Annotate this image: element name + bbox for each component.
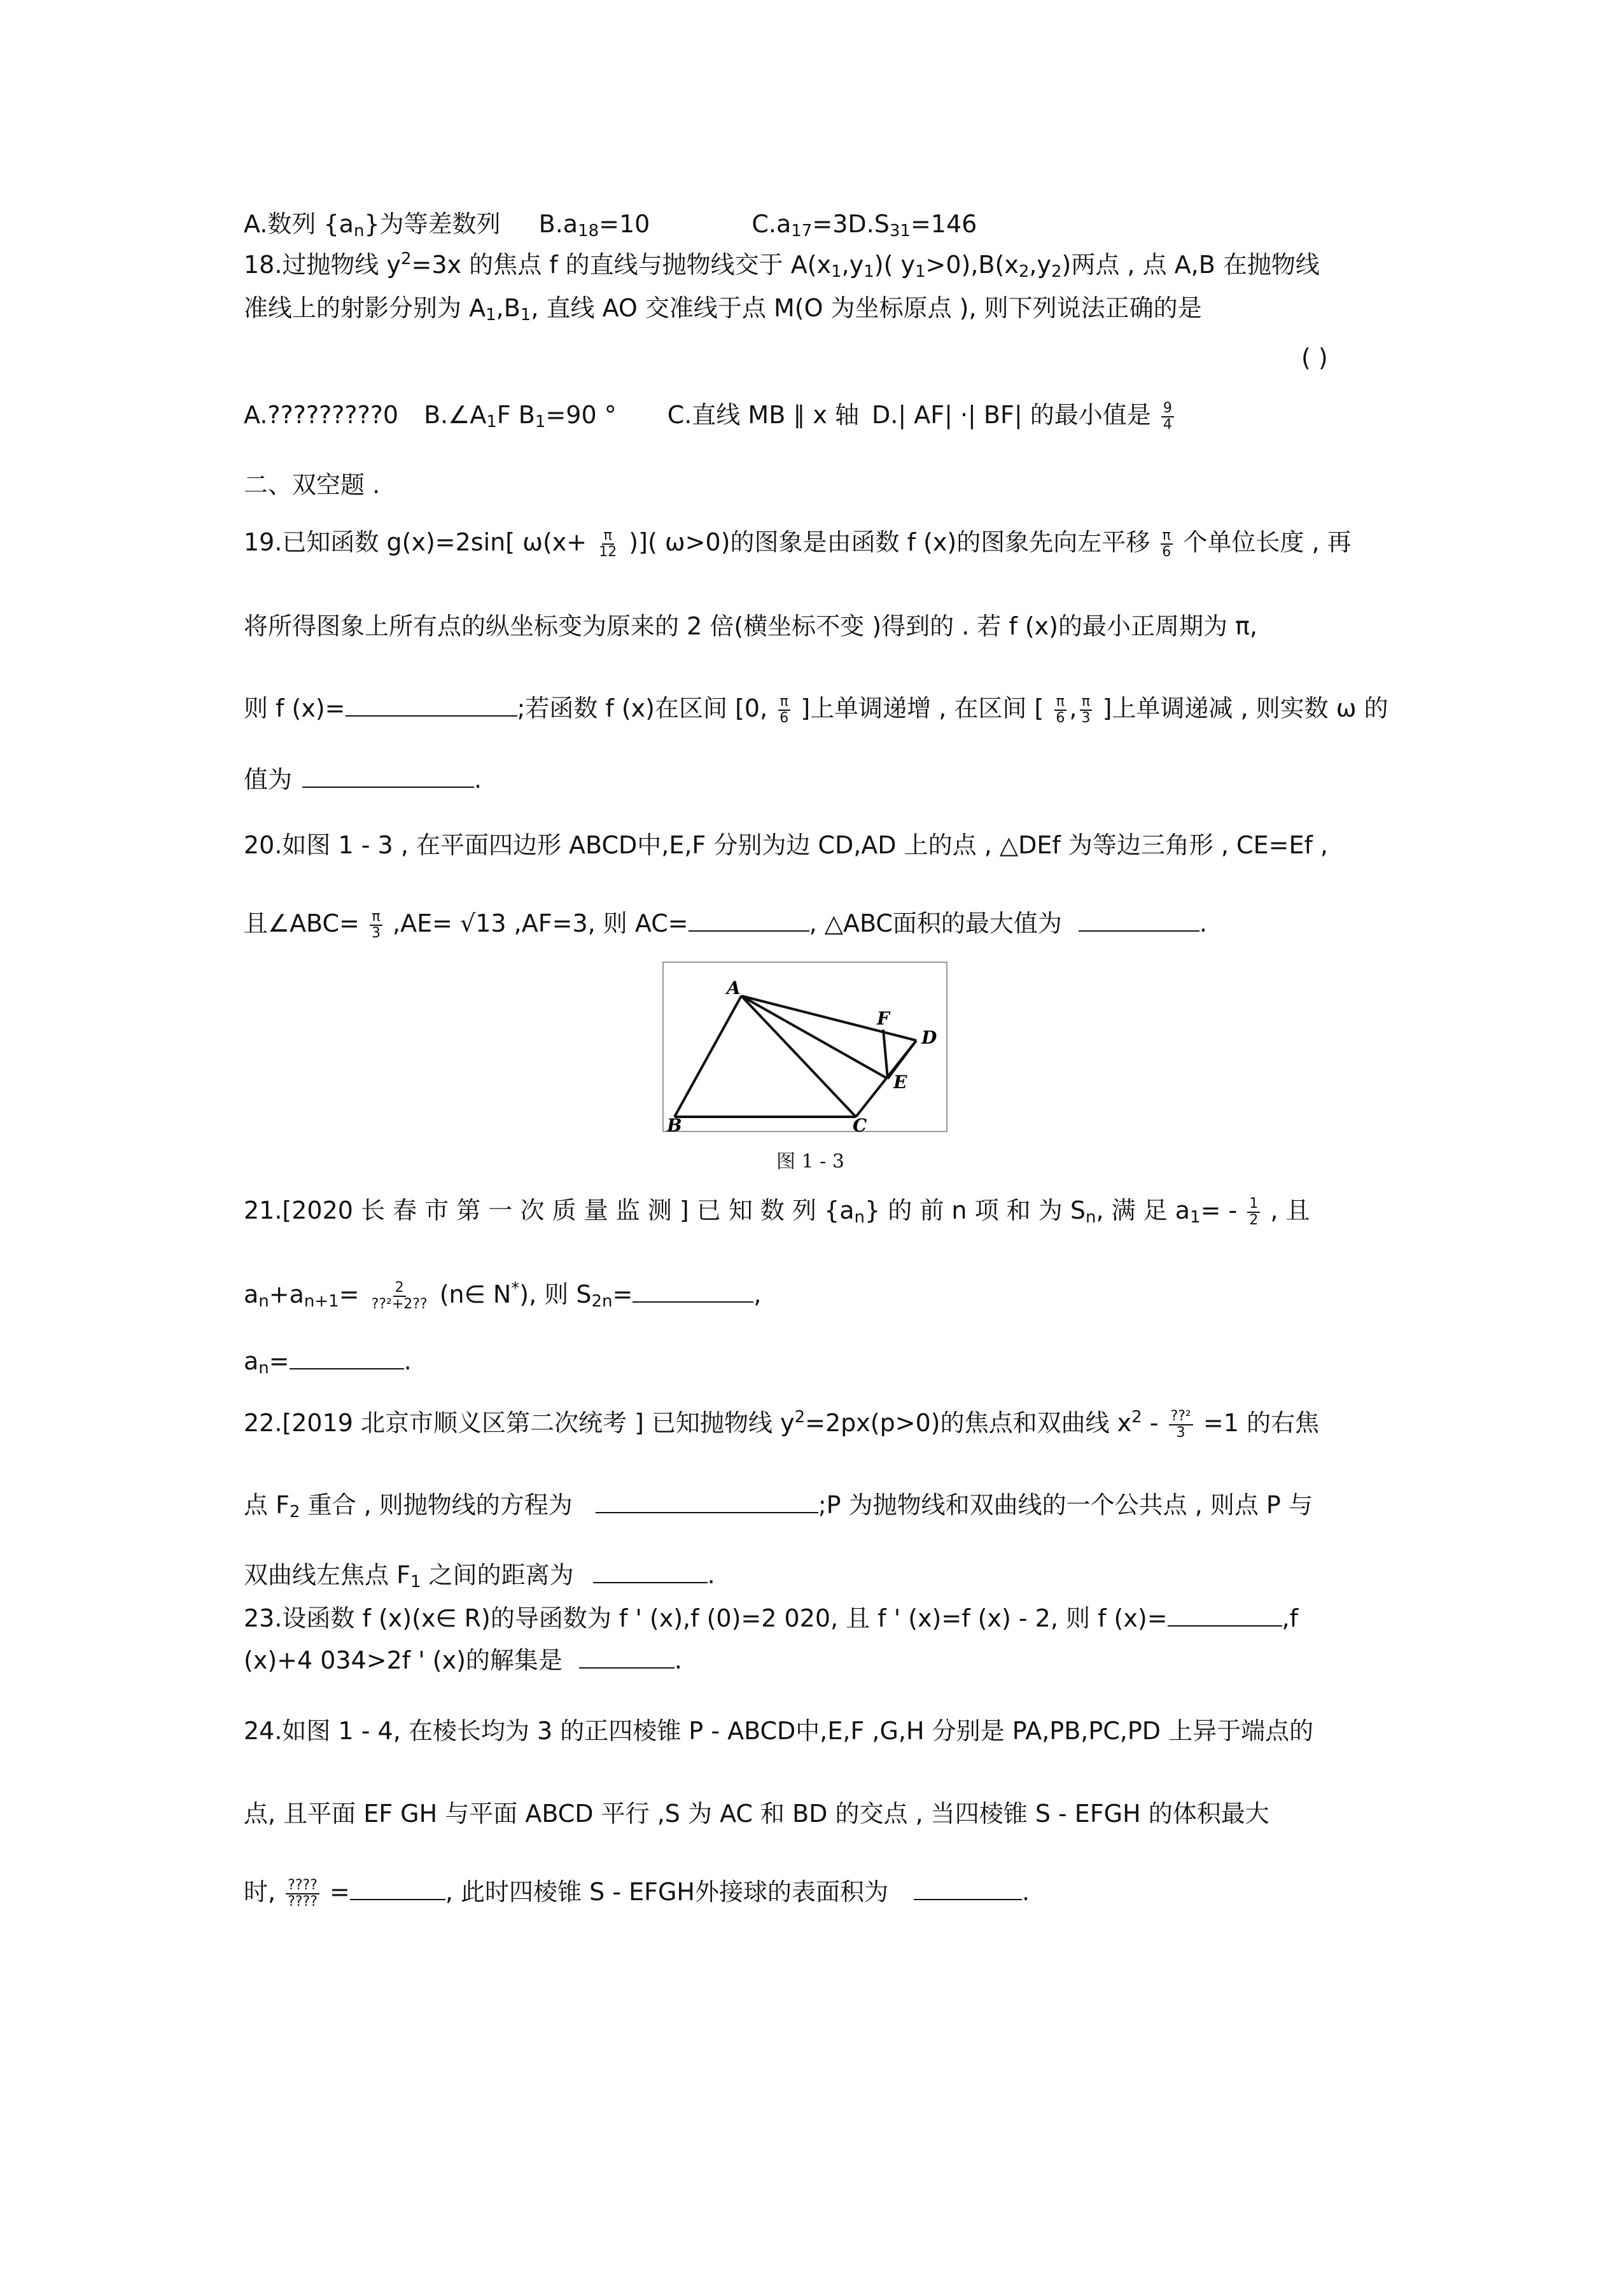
q17-options: A.数列 $\{a_n\}$为等差数列 $B.a_{18}=10$ $C.a_{17}=3D.S_{31}=146$: [244, 210, 977, 241]
answer-blank[interactable]: [689, 909, 809, 932]
label-e: E: [893, 1072, 907, 1093]
label-b: B: [667, 1115, 682, 1133]
q22-line2: 点 $F_2$ 重合 , 则抛物线的方程为 ;P 为抛物线和双曲线的一个公共点 , 则点 P 与: [244, 1491, 1313, 1522]
answer-blank[interactable]: [302, 765, 474, 788]
answer-blank[interactable]: [1079, 909, 1199, 932]
fraction-9-4: $\frac{9}{4}$: [1161, 401, 1174, 431]
figure-caption: 图 1 - 3: [776, 1151, 844, 1173]
answer-blank[interactable]: [350, 1877, 445, 1900]
q20-line2: 且∠ABC= $\frac{\pi}{3}$ ,AE= √13 ,AF=3, 则 AC= , △ABC面积的最大值为 .: [244, 909, 1207, 941]
q19-line4: 值为 .: [244, 766, 482, 794]
label-f: F: [877, 1008, 890, 1029]
q18-line2: 准线上的射影分别为 $A_1,B_1$, 直线 AO 交准线于点 M(O 为坐标原点 ), 则下列说法正确的是: [244, 294, 1202, 325]
q24-line2: 点, 且平面 EF GH 与平面 ABCD 平行 ,S 为 AC 和 BD 的交点 , 当四棱锥 S - EFGH 的体积最大: [244, 1800, 1269, 1828]
q18-answer-paren: ( ): [1301, 344, 1328, 372]
q19-line1: 19.已知函数 g(x)=2sin[ ω(x+ $\frac{\pi}{12}$ )]( ω>0)的图象是由函数 f (x)的图象先向左平移 $\frac{\pi}{6}$ 个单位长度 , 再: [244, 528, 1352, 560]
answer-blank[interactable]: [914, 1877, 1022, 1900]
answer-blank[interactable]: [633, 1280, 753, 1303]
label-d: D: [921, 1027, 937, 1048]
label-a: A: [727, 977, 741, 998]
q23-line2: (x)+4 034>2f ' (x)的解集是 .: [244, 1646, 682, 1674]
answer-blank[interactable]: [1168, 1604, 1282, 1627]
q18-options: A.?????????0 $B.\angle A_1F$ $B_1=90$ ° C.直线 MB ∥ x 轴 D.| AF| ·| BF| 的最小值是 $\frac{9}{4}$: [244, 401, 1177, 432]
q19-line2: 将所得图象上所有点的纵坐标变为原来的 2 倍(横坐标不变 )得到的 . 若 f (x)的最小正周期为 π,: [244, 612, 1258, 640]
answer-blank[interactable]: [593, 1560, 708, 1583]
q23-line1: 23.设函数 f (x)(x∈ R)的导函数为 f ' (x),f (0)=2 020, 且 f ' (x)=f (x) - 2, 则 f (x)= ,f: [244, 1604, 1299, 1632]
q24-line1: 24.如图 1 - 4, 在棱长均为 3 的正四棱锥 P - ABCD中,E,F ,G,H 分别是 PA,PB,PC,PD 上异于端点的: [244, 1717, 1314, 1745]
q20-line1: 20.如图 1 - 3 , 在平面四边形 ABCD中,E,F 分别为边 CD,AD 上的点 , △DEf 为等边三角形 , CE=Ef ,: [244, 831, 1328, 859]
q22-line1: 22.[2019 北京市顺义区第二次统考 ] 已知抛物线 $y^2=2px(p>0)$的焦点和双曲线 $x^2$ - $\frac{\text{??²}}{3}$ =1 的右焦: [244, 1408, 1319, 1441]
q22-line3: 双曲线左焦点 $F_1$ 之间的距离为 .: [244, 1561, 715, 1592]
section-title: 二、双空题 .: [244, 471, 381, 499]
figure-quadrilateral: [662, 961, 948, 1133]
q24-line3: 时, $\frac{????}{????}$ = , 此时四棱锥 S - EFGH外接球的表面积为 .: [244, 1877, 1030, 1910]
q21-line2: $a_n+a_{n+1}=$ $\frac{2}{\text{??²+2??}}$ (n∈ N*), 则 $S_{2n}=$ ,: [244, 1279, 762, 1312]
q21-line3: $a_n=$ .: [244, 1347, 412, 1378]
answer-blank[interactable]: [596, 1490, 818, 1513]
answer-blank[interactable]: [290, 1347, 404, 1369]
q18-line1: 18.过抛物线 $y^2=3x$ 的焦点 f 的直线与抛物线交于 $A(x_1,y_1)$( $y_1>0),B(x_2,y_2)$两点 , 点 A,B 在抛物线: [244, 249, 1320, 281]
label-c: C: [853, 1115, 867, 1133]
answer-blank[interactable]: [579, 1646, 675, 1669]
q21-line1: 21.[2020 长 春 市 第 一 次 质 量 监 测 ] 已 知 数 列 $\{a_n\}$ 的 前 n 项 和 为 $S_n$, 满 足 $a_1=$ - $\frac{1}{2}$ , 且: [244, 1196, 1310, 1228]
answer-blank[interactable]: [346, 694, 517, 717]
q19-line3: 则 f (x)= ;若函数 f (x)在区间 [0, $\frac{\pi}{6}$ ]上单调递增 , 在区间 [ $\frac{\pi}{6}$ , $\frac{\pi}{3}$ ]上单调递减 , 则实数 ω 的: [244, 694, 1388, 726]
